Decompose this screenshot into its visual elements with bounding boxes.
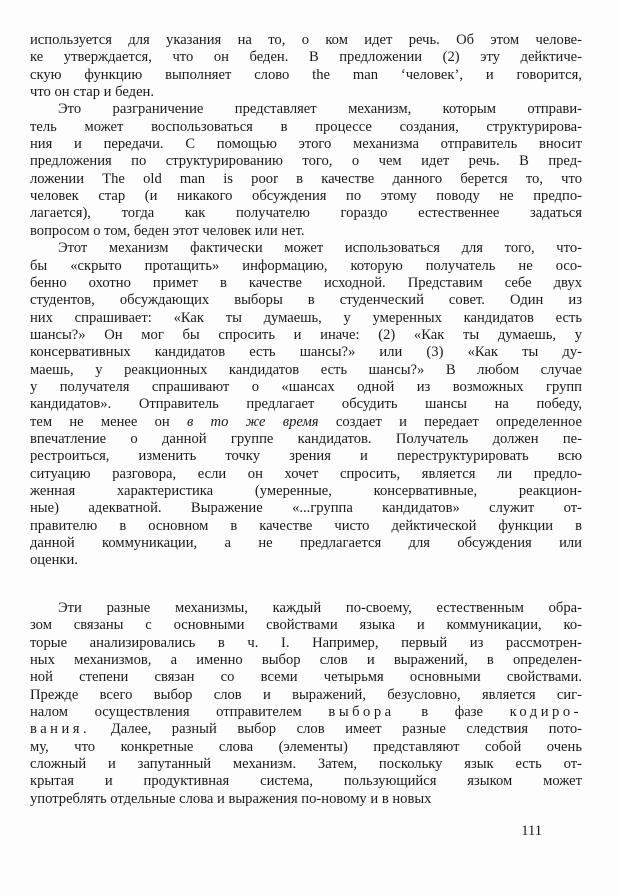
text-line (30, 414, 582, 431)
text-line (30, 396, 582, 413)
text-line (30, 240, 582, 257)
text-line (30, 188, 582, 205)
text-segment: Этот механизм фактически может использоваться для того, что- (58, 240, 582, 257)
text-line (30, 739, 582, 756)
text-segment: бенно охотно примет в качестве исходной. Представим себе двух (30, 274, 582, 291)
text-line (30, 431, 582, 448)
text-segment: предложения по структурированию того, о чем идет речь. В пред- (30, 153, 582, 170)
text-segment: Прежде всего выбор слов и выражений, безусловно, является сиг- (30, 686, 582, 703)
text-segment: крытая и продуктивная система, пользующийся языком может (30, 773, 582, 790)
text-segment: зом связаны с основными свойствами языка и коммуникации, ко- (30, 617, 582, 634)
italic-text: в то же время (186, 413, 319, 430)
text-segment: му, что конкретные слова (элементы) представляют собой очень (30, 738, 582, 755)
text-segment: тель может воспользоваться в процессе создания, структурирова- (30, 118, 582, 135)
text-segment: налом осуществления отправителем (30, 704, 329, 721)
text-segment: ные) адекватной. Выражение «...группа кандидатов» служит от- (30, 500, 582, 517)
text-segment: ложении The old man is poor в качестве данного берется то, что (30, 170, 582, 187)
text-line (30, 552, 582, 569)
text-line (30, 535, 582, 552)
text-line (30, 773, 582, 790)
text-line (30, 344, 582, 361)
text-segment: консервативных кандидатов есть шансы?» или (3) «Как ты ду- (30, 344, 582, 361)
text-line (30, 32, 582, 49)
text-segment: рестроиться, изменить точку зрения и переструктурировать всю (30, 448, 582, 465)
text-segment: ния и передачи. С помощью этого механизма отправитель вносит (30, 136, 582, 153)
text-segment: женная характеристика (умеренные, консервативные, реакцион- (30, 483, 582, 499)
text-line (30, 49, 582, 66)
text-line (30, 292, 582, 309)
text-line (30, 617, 582, 634)
text-segment: используется для указания на то, о ком идет речь. Об этом челове- (30, 32, 582, 48)
text-line (30, 466, 582, 483)
text-line (30, 635, 582, 652)
text-line (30, 379, 582, 396)
text-segment: торые анализировались в ч. I. Например, первый из рассмотрен- (30, 634, 582, 651)
text-segment: тем не менее он (30, 413, 187, 430)
text-segment: ной степени связан со всеми четырьмя основными свойствами. (30, 669, 582, 686)
text-line (30, 704, 582, 721)
text-segment: употреблять отдельные слова и выражения по-новому и в новых (30, 790, 432, 807)
text-segment: бы «скрыто протащить» информацию, которую получатель не осо- (30, 257, 582, 274)
text-line (30, 756, 582, 773)
text-line (30, 275, 582, 292)
paragraph-1 (30, 32, 582, 101)
text-line (30, 483, 582, 500)
text-line (30, 258, 582, 275)
text-line (30, 721, 582, 738)
text-segment: сложный и запутанный механизм. Затем, поскольку язык есть от- (30, 756, 582, 773)
text-line (30, 84, 582, 101)
text-segment: правителю в основном в качестве чисто дейктической функции в (30, 517, 582, 534)
text-line (30, 67, 582, 84)
spaced-emphasis-text: выбора (328, 704, 395, 721)
text-line (30, 791, 582, 808)
text-line (30, 687, 582, 704)
page-number: 111 (521, 823, 542, 839)
text-segment: студентов, обсуждающих выборы в студенческий совет. Один из (30, 292, 582, 309)
text-segment: Далее, разный выбор слов имеет разные следствия пото- (90, 721, 582, 738)
text-segment: Эти разные механизмы, каждый по-своему, естественным обра- (58, 600, 582, 616)
text-segment: шансы?» Он мог бы спросить и иначе: (2) «Как ты думаешь, у (30, 326, 582, 343)
paragraph-3 (30, 240, 582, 570)
paragraph-4 (30, 600, 582, 808)
text-segment: них спрашивает: «Как ты думаешь, у умеренных кандидатов есть (30, 309, 582, 326)
text-segment: у получателя спрашивают о «шансах одной из возможных групп (30, 378, 582, 395)
text-segment: данной коммуникации, а не предлагается для обсуждения или (30, 535, 582, 552)
text-segment: маешь, у реакционных кандидатов есть шансы?» В любом случае (30, 361, 582, 378)
text-line (30, 101, 582, 118)
text-line (30, 119, 582, 136)
text-segment: в фазе (394, 704, 510, 721)
text-segment: Это разграничение представляет механизм, которым отправи- (58, 101, 582, 118)
paragraph-2 (30, 101, 582, 240)
text-segment: вопросом о том, беден этот человек или нет. (30, 222, 305, 239)
text-segment: ке утверждается, что он беден. В предложении (2) эту дейктиче- (30, 49, 582, 66)
text-segment: оценки. (30, 552, 78, 569)
spaced-emphasis-text: вания. (30, 721, 91, 738)
text-line (30, 205, 582, 222)
text-line (30, 362, 582, 379)
text-line (30, 669, 582, 686)
text-line (30, 153, 582, 170)
text-line (30, 171, 582, 188)
text-segment: кандидатов». Отправитель предлагает обсудить шансы на победу, (30, 396, 582, 413)
text-segment: скую функцию выполняет слово the man ‘человек’, и говорится, (30, 66, 582, 83)
text-segment: человек стар (и никакого обсуждения по этому поводу не предпо- (30, 188, 582, 205)
text-line (30, 136, 582, 153)
text-line (30, 518, 582, 535)
text-line (30, 310, 582, 327)
text-line (30, 652, 582, 669)
text-segment: впечатление о данной группе кандидатов. Получатель должен пе- (30, 430, 582, 447)
text-segment: лагается), тогда как получателю гораздо естественнее задаться (30, 205, 582, 222)
text-line (30, 600, 582, 617)
text-segment: ных механизмов, а именно выбор слов и выражений, в определен- (30, 652, 582, 669)
text-segment: что он стар и беден. (30, 84, 155, 101)
text-line (30, 327, 582, 344)
text-line (30, 500, 582, 517)
text-segment: ситуацию разговора, если он хочет спросить, является ли предло- (30, 465, 582, 482)
spaced-emphasis-text: кодиро- (509, 704, 582, 721)
text-line (30, 223, 582, 240)
text-line (30, 448, 582, 465)
text-segment: создает и передает определенное (318, 413, 582, 430)
